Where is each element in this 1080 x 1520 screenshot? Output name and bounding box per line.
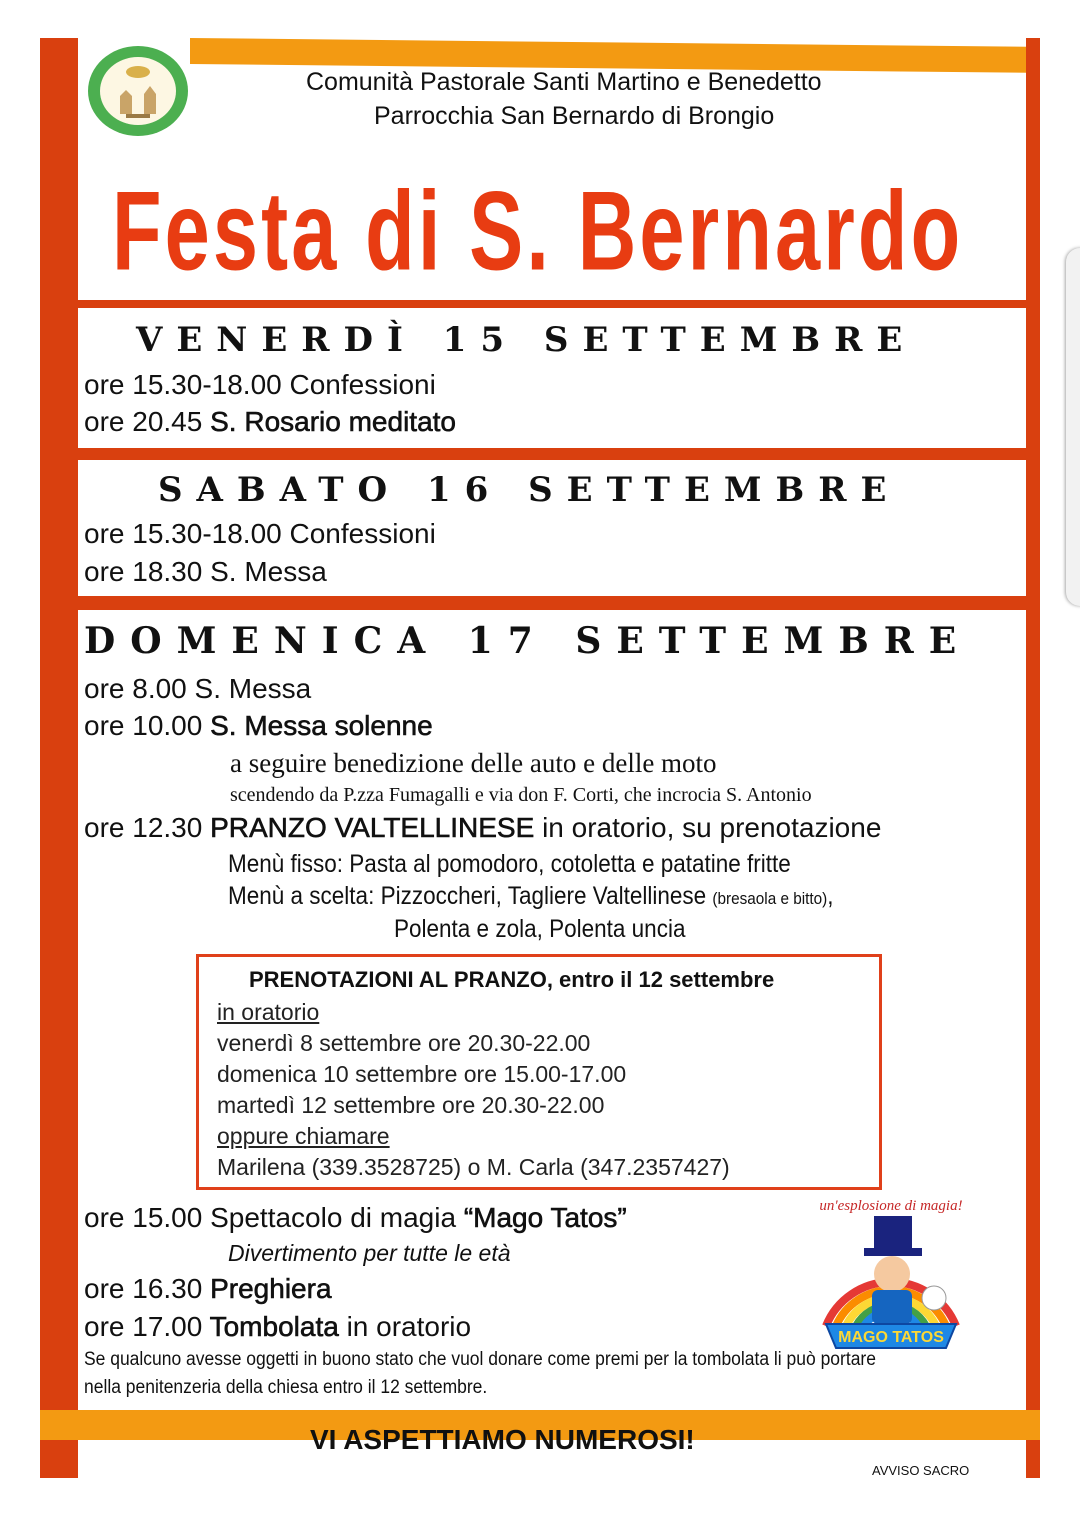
parish-logo [86, 44, 190, 138]
menu-choice-comma: , [827, 882, 834, 910]
reservations-contacts: Marilena (339.3528725) o M. Carla (347.2357427) [217, 1154, 730, 1180]
sunday-line-1 [84, 673, 311, 705]
time: ore 12.30 [84, 812, 203, 843]
donation-note: Se qualcuno avesse oggetti in buono stato che vuol donare come premi per la tombolata li può portare [84, 1349, 876, 1370]
menu-choice [228, 882, 834, 911]
sunday-heading: DOMENICA 17 SETTEMBRE [84, 620, 972, 662]
menu-fixed: Menù fisso: Pasta al pomodoro, cotoletta e patatine fritte [228, 850, 791, 878]
right-border [1026, 38, 1040, 1478]
activity: Confessioni [289, 369, 436, 400]
community-name: Comunità Pastorale Santi Martino e Benedetto [306, 68, 822, 96]
reservation-date: martedì 12 settembre ore 20.30-22.00 [217, 1092, 605, 1118]
time: ore 15.30-18.00 [84, 518, 282, 549]
menu-polenta: Polenta e zola, Polenta uncia [394, 915, 686, 943]
reservations-box [196, 954, 882, 1190]
time: ore 20.45 [84, 406, 203, 437]
location: in oratorio [346, 1311, 472, 1342]
magic-note: Divertimento per tutte le età [228, 1240, 511, 1266]
sunday-line-6 [84, 1311, 471, 1343]
donation-note: nella penitenzeria della chiesa entro il 12 settembre. [84, 1377, 488, 1398]
sunday-line-3 [84, 812, 881, 844]
activity: S. Messa solenne [210, 710, 433, 741]
parish-name: Parrocchia San Bernardo di Brongio [374, 102, 775, 130]
closing-message: VI ASPETTIAMO NUMEROSI! [310, 1424, 695, 1455]
route-note: scendendo da P.zza Fumagalli e via don F. Corti, che incrocia S. Antonio [230, 784, 812, 806]
time: ore 10.00 [84, 710, 203, 741]
friday-line-1 [84, 369, 436, 401]
saturday-line-2 [84, 556, 327, 588]
friday-heading: VENERDÌ 15 SETTEMBRE [136, 320, 917, 360]
activity: S. Messa [210, 556, 327, 587]
reservations-or-call: oppure chiamare [217, 1123, 390, 1149]
activity: Preghiera [210, 1273, 332, 1304]
reservations-title: PRENOTAZIONI AL PRANZO, entro il 12 settembre [249, 967, 775, 992]
time: ore 8.00 [84, 673, 187, 704]
menu-choice-text: Menù a scelta: Pizzoccheri, Tagliere Valtellinese [228, 882, 707, 910]
signature: AVVISO SACRO [872, 1463, 970, 1478]
divider [40, 596, 1040, 610]
reservation-date: venerdì 8 settembre ore 20.30-22.00 [217, 1030, 591, 1056]
activity: Spettacolo di magia [210, 1202, 457, 1233]
activity: S. Rosario meditato [210, 406, 456, 437]
time: ore 15.30-18.00 [84, 369, 282, 400]
divider [40, 300, 1040, 308]
sunday-line-2 [84, 710, 433, 742]
page-title: Festa di S. Bernardo [112, 169, 964, 295]
reservation-date: domenica 10 settembre ore 15.00-17.00 [217, 1061, 627, 1087]
magician-name: “Mago Tatos” [463, 1202, 627, 1233]
friday-line-2 [84, 406, 456, 438]
mago-name: MAGO TATOS [838, 1329, 944, 1346]
time: ore 18.30 [84, 556, 203, 587]
time: ore 17.00 [84, 1311, 203, 1342]
mago-tagline: un'esplosione di magia! [819, 1198, 963, 1214]
left-border [40, 38, 78, 1478]
saturday-heading: SABATO 16 SETTEMBRE [158, 470, 901, 510]
lunch-title: PRANZO VALTELLINESE [210, 812, 535, 843]
scroll-handle[interactable] [1066, 248, 1080, 606]
reservations-where: in oratorio [217, 999, 320, 1025]
divider [40, 448, 1040, 460]
activity: Tombolata [209, 1311, 339, 1342]
time: ore 15.00 [84, 1202, 203, 1233]
sunday-line-5 [84, 1273, 332, 1305]
blessing-note: a seguire benedizione delle auto e delle moto [230, 748, 717, 778]
time: ore 16.30 [84, 1273, 203, 1304]
mago-tatos-logo [806, 1196, 976, 1356]
sunday-line-4 [84, 1202, 627, 1234]
saturday-line-1 [84, 518, 436, 550]
lunch-details: in oratorio, su prenotazione [542, 812, 882, 843]
activity: Confessioni [289, 518, 436, 549]
activity: S. Messa [194, 673, 312, 704]
menu-choice-detail: (bresaola e bitto) [712, 889, 828, 908]
